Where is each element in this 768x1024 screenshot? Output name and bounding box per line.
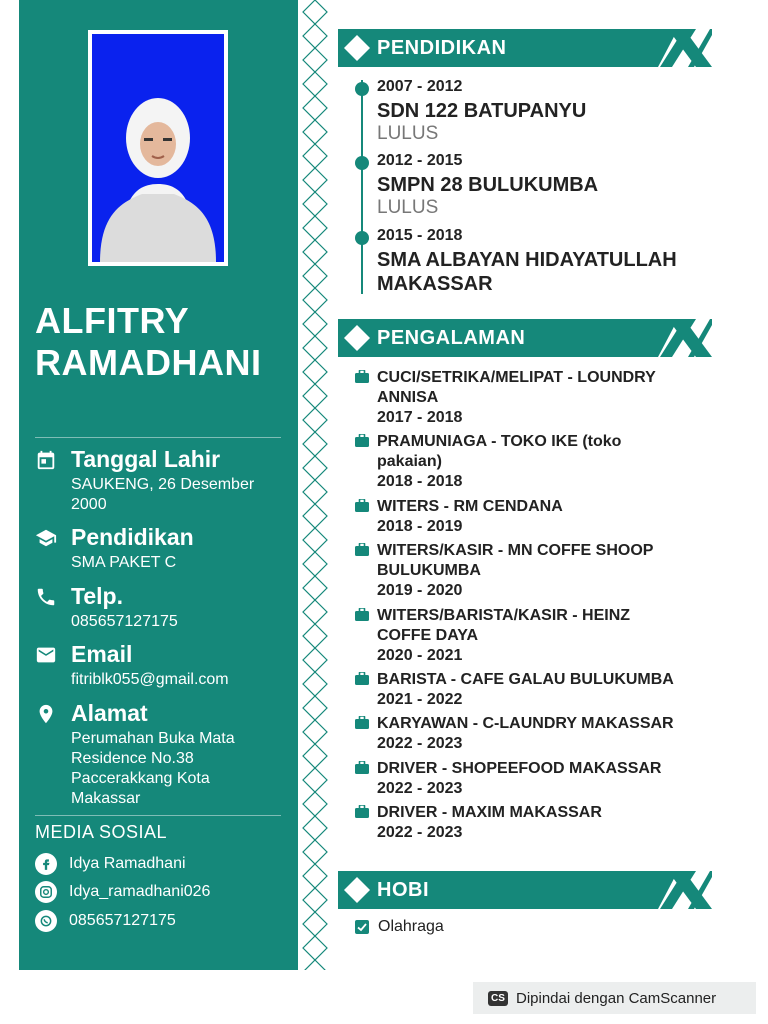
experience-title: WITERS/BARISTA/KASIR - HEINZ (377, 607, 631, 624)
social-item-facebook[interactable] (35, 853, 186, 875)
diamond-shape (303, 120, 327, 144)
diamond-shape (303, 72, 327, 96)
divider (35, 815, 281, 816)
social-item-whatsapp[interactable] (35, 910, 176, 932)
experience-title-cont: BULUKUMBA (377, 562, 481, 579)
birth-title: Tanggal Lahir (71, 446, 221, 472)
experience-years: 2022 - 2023 (377, 735, 463, 752)
experience-years: 2022 - 2023 (377, 824, 463, 841)
whatsapp-text: 085657127175 (69, 912, 176, 929)
person-name (35, 300, 261, 384)
hobby-text: Olahraga (378, 918, 444, 935)
camscanner-text: Dipindai dengan CamScanner (516, 989, 717, 1007)
experience-item (355, 759, 685, 799)
birth-value-line2: 2000 (71, 496, 107, 513)
experience-title: CUCI/SETRIKA/MELIPAT - LOUNDRY (377, 369, 656, 386)
experience-item (355, 714, 685, 754)
facebook-icon (35, 853, 57, 875)
experience-title-cont: pakaian) (377, 453, 442, 470)
education-school: SDN 122 BATUPANYU (377, 100, 587, 122)
education-years: 2007 - 2012 (377, 78, 463, 95)
divider (35, 437, 281, 438)
camscanner-logo: CS (488, 991, 508, 1006)
timeline-dot (355, 156, 369, 170)
briefcase-icon (355, 434, 369, 447)
experience-years: 2021 - 2022 (377, 691, 463, 708)
experience-title: WITERS/KASIR - MN COFFE SHOOP (377, 542, 654, 559)
section-title-experience: PENGALAMAN (377, 327, 526, 349)
education-info (35, 524, 285, 573)
diamond-shape (303, 816, 327, 840)
education-entry (355, 152, 715, 219)
address-line1: Perumahan Buka Mata (71, 730, 235, 747)
diamond-shape (303, 696, 327, 720)
diamond-shape (303, 144, 327, 168)
briefcase-icon (355, 370, 369, 383)
instagram-text: Idya_ramadhani026 (69, 883, 211, 900)
hobby-item (355, 918, 444, 936)
experience-years: 2019 - 2020 (377, 582, 463, 599)
diamond-shape (303, 888, 327, 912)
diamond-shape (303, 744, 327, 768)
education-school: SMPN 28 BULUKUMBA (377, 174, 599, 196)
experience-years: 2022 - 2023 (377, 780, 463, 797)
instagram-icon (35, 881, 57, 903)
experience-item (355, 606, 685, 666)
experience-years: 2017 - 2018 (377, 409, 463, 426)
location-pin-icon (35, 703, 57, 725)
briefcase-icon (355, 805, 369, 818)
diamond-shape (303, 312, 327, 336)
timeline-dot (355, 82, 369, 96)
birth-info (35, 446, 285, 515)
email-value: fitriblk055@gmail.com (71, 671, 229, 688)
experience-item (355, 497, 685, 537)
experience-item (355, 432, 685, 492)
education-status: LULUS (377, 123, 439, 144)
diamond-shape (303, 24, 327, 48)
diamond-shape (303, 576, 327, 600)
diamond-shape (303, 528, 327, 552)
diamond-shape (303, 720, 327, 744)
address-line4: Makassar (71, 790, 141, 807)
whatsapp-icon (35, 910, 57, 932)
experience-years: 2018 - 2018 (377, 473, 463, 490)
section-title-education: PENDIDIKAN (377, 37, 507, 59)
email-info (35, 641, 285, 690)
experience-title-cont: COFFE DAYA (377, 627, 479, 644)
phone-title: Telp. (71, 583, 123, 609)
diamond-shape (303, 672, 327, 696)
diamond-shape (303, 432, 327, 456)
phone-icon (35, 586, 57, 608)
section-header-hobby (338, 871, 712, 909)
section-header-education (338, 29, 712, 67)
education-value: SMA PAKET C (71, 554, 177, 571)
experience-years: 2020 - 2021 (377, 647, 463, 664)
birth-value-line1: SAUKENG, 26 Desember (71, 476, 255, 493)
phone-value: 085657127175 (71, 613, 178, 630)
phone-info (35, 583, 285, 632)
graduation-cap-icon (35, 527, 57, 549)
diamond-shape (303, 936, 327, 960)
diamond-shape (303, 552, 327, 576)
briefcase-icon (355, 608, 369, 621)
facebook-text: Idya Ramadhani (69, 855, 186, 872)
experience-title: KARYAWAN - C-LAUNDRY MAKASSAR (377, 715, 674, 732)
diamond-shape (303, 408, 327, 432)
profile-photo (88, 30, 228, 266)
mail-icon (35, 644, 57, 666)
diamond-shape (303, 504, 327, 528)
experience-item (355, 368, 685, 428)
experience-title: WITERS - RM CENDANA (377, 498, 563, 515)
education-school: SMA ALBAYAN HIDAYATULLAH (377, 249, 677, 271)
sidebar (19, 0, 298, 970)
briefcase-icon (355, 672, 369, 685)
diamond-shape (303, 336, 327, 360)
social-item-instagram[interactable] (35, 881, 210, 903)
social-media-title: MEDIA SOSIAL (35, 822, 168, 842)
experience-title: PRAMUNIAGA - TOKO IKE (toko (377, 433, 622, 450)
email-title: Email (71, 641, 133, 667)
experience-item (355, 670, 685, 710)
decorative-diamond-chain (302, 0, 328, 970)
experience-title-cont: ANNISA (377, 389, 439, 406)
diamond-shape (303, 960, 327, 970)
profile-photo-image (92, 34, 224, 262)
experience-item (355, 803, 685, 843)
briefcase-icon (355, 761, 369, 774)
diamond-shape (303, 480, 327, 504)
diamond-shape (303, 768, 327, 792)
timeline-dot (355, 231, 369, 245)
experience-title: DRIVER - SHOPEEFOOD MAKASSAR (377, 760, 662, 777)
experience-item (355, 541, 685, 601)
diamond-shape (303, 840, 327, 864)
briefcase-icon (355, 716, 369, 729)
person-name-line2: RAMADHANI (35, 342, 262, 383)
diamond-shape (303, 648, 327, 672)
education-title: Pendidikan (71, 524, 194, 550)
diamond-shape (303, 264, 327, 288)
diamond-shape (303, 456, 327, 480)
diamond-shape (303, 600, 327, 624)
address-line3: Paccerakkang Kota (71, 770, 210, 787)
briefcase-icon (355, 499, 369, 512)
address-info (35, 700, 285, 809)
diamond-shape (303, 360, 327, 384)
diamond-shape (303, 624, 327, 648)
diamond-shape (303, 864, 327, 888)
section-title-hobby: HOBI (377, 879, 429, 901)
diamond-shape (303, 168, 327, 192)
briefcase-icon (355, 543, 369, 556)
diamond-shape (303, 912, 327, 936)
section-header-experience (338, 319, 712, 357)
experience-title: DRIVER - MAXIM MAKASSAR (377, 804, 602, 821)
address-title: Alamat (71, 700, 148, 726)
education-years: 2015 - 2018 (377, 227, 463, 244)
diamond-shape (303, 48, 327, 72)
education-years: 2012 - 2015 (377, 152, 463, 169)
education-entry (355, 78, 715, 145)
diamond-shape (303, 240, 327, 264)
diamond-shape (303, 96, 327, 120)
address-line2: Residence No.38 (71, 750, 194, 767)
checkbox-checked-icon (355, 920, 369, 934)
diamond-shape (303, 288, 327, 312)
diamond-shape (303, 384, 327, 408)
experience-title: BARISTA - CAFE GALAU BULUKUMBA (377, 671, 674, 688)
diamond-shape (303, 792, 327, 816)
education-status: LULUS (377, 197, 439, 218)
diamond-shape (303, 0, 327, 24)
diamond-shape (303, 216, 327, 240)
education-entry (355, 227, 715, 296)
diamond-shape (303, 192, 327, 216)
person-name-line1: ALFITRY (35, 300, 190, 341)
education-school: MAKASSAR (377, 273, 493, 295)
experience-years: 2018 - 2019 (377, 518, 463, 535)
calendar-icon (35, 449, 57, 471)
camscanner-watermark (473, 982, 756, 1014)
